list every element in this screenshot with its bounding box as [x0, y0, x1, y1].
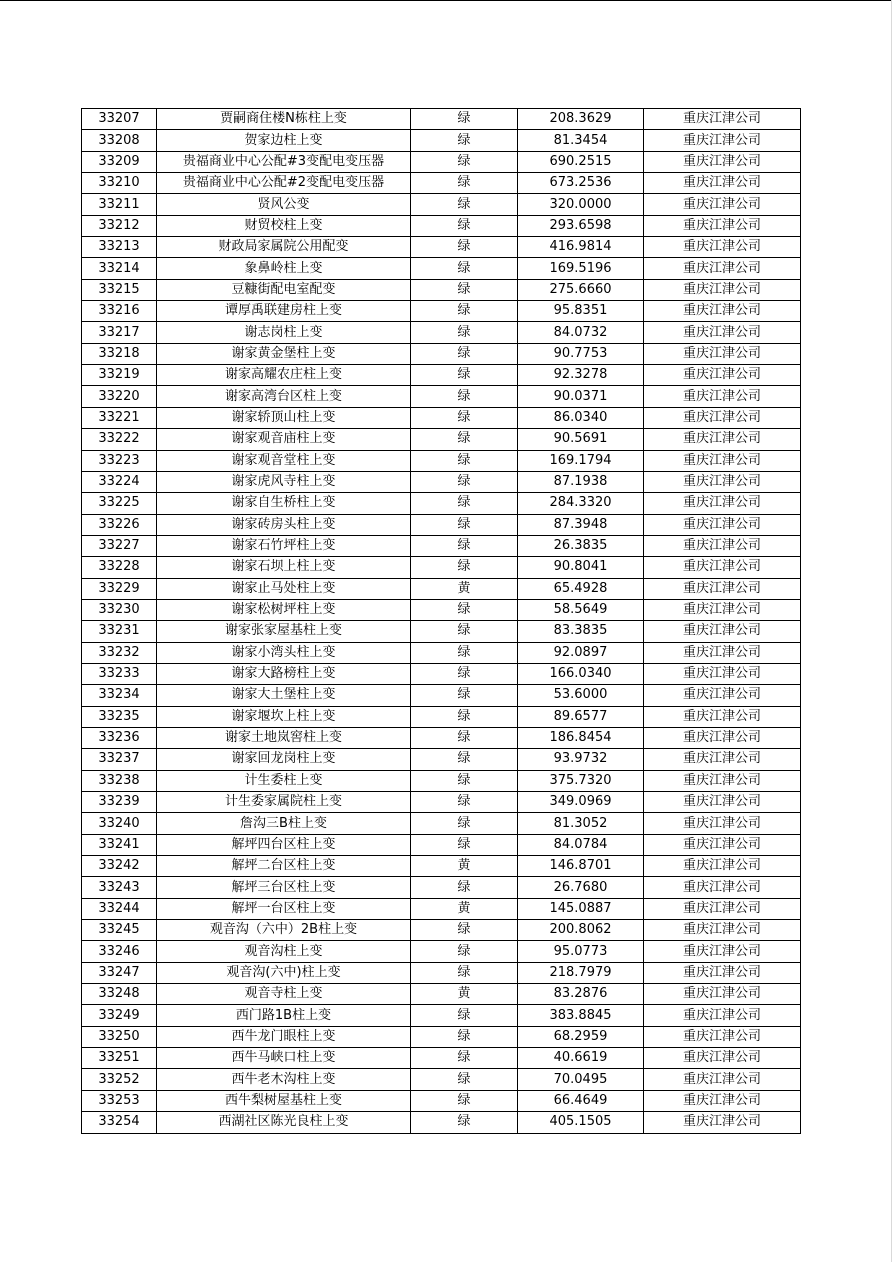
table-row — [82, 450, 801, 471]
value-cell: 93.9732 — [518, 749, 644, 770]
row-id-cell: 33218 — [82, 343, 157, 364]
value-cell: 320.0000 — [518, 194, 644, 215]
row-id-cell: 33210 — [82, 173, 157, 194]
status-color-cell: 绿 — [411, 920, 518, 941]
table-row — [82, 1048, 801, 1069]
value-cell: 81.3454 — [518, 130, 644, 151]
status-color-cell: 绿 — [411, 215, 518, 236]
table-row — [82, 920, 801, 941]
row-id-cell: 33248 — [82, 984, 157, 1005]
transformer-name-cell: 西门路1B柱上变 — [157, 1005, 411, 1026]
status-color-cell: 绿 — [411, 514, 518, 535]
company-cell: 重庆江津公司 — [644, 130, 801, 151]
company-cell: 重庆江津公司 — [644, 578, 801, 599]
transformer-name-cell: 象鼻岭柱上变 — [157, 258, 411, 279]
value-cell: 90.5691 — [518, 429, 644, 450]
company-cell: 重庆江津公司 — [644, 706, 801, 727]
status-color-cell: 绿 — [411, 706, 518, 727]
table-row — [82, 1069, 801, 1090]
value-cell: 68.2959 — [518, 1026, 644, 1047]
status-color-cell: 绿 — [411, 386, 518, 407]
transformer-name-cell: 贤风公变 — [157, 194, 411, 215]
value-cell: 90.8041 — [518, 557, 644, 578]
status-color-cell: 绿 — [411, 194, 518, 215]
company-cell: 重庆江津公司 — [644, 493, 801, 514]
company-cell: 重庆江津公司 — [644, 386, 801, 407]
value-cell: 65.4928 — [518, 578, 644, 599]
row-id-cell: 33239 — [82, 792, 157, 813]
status-color-cell: 绿 — [411, 130, 518, 151]
row-id-cell: 33237 — [82, 749, 157, 770]
value-cell: 58.5649 — [518, 599, 644, 620]
status-color-cell: 黄 — [411, 578, 518, 599]
row-id-cell: 33253 — [82, 1090, 157, 1111]
company-cell: 重庆江津公司 — [644, 1005, 801, 1026]
company-cell: 重庆江津公司 — [644, 984, 801, 1005]
value-cell: 70.0495 — [518, 1069, 644, 1090]
status-color-cell: 绿 — [411, 557, 518, 578]
transformer-name-cell: 谢家回龙岗柱上变 — [157, 749, 411, 770]
value-cell: 84.0732 — [518, 322, 644, 343]
company-cell: 重庆江津公司 — [644, 343, 801, 364]
row-id-cell: 33225 — [82, 493, 157, 514]
table-row — [82, 727, 801, 748]
status-color-cell: 黄 — [411, 856, 518, 877]
company-cell: 重庆江津公司 — [644, 856, 801, 877]
value-cell: 690.2515 — [518, 151, 644, 172]
table-row — [82, 813, 801, 834]
company-cell: 重庆江津公司 — [644, 599, 801, 620]
value-cell: 87.1938 — [518, 471, 644, 492]
row-id-cell: 33226 — [82, 514, 157, 535]
value-cell: 186.8454 — [518, 727, 644, 748]
transformer-name-cell: 谢家高耀农庄柱上变 — [157, 365, 411, 386]
status-color-cell: 绿 — [411, 663, 518, 684]
row-id-cell: 33246 — [82, 941, 157, 962]
value-cell: 89.6577 — [518, 706, 644, 727]
status-color-cell: 绿 — [411, 727, 518, 748]
value-cell: 293.6598 — [518, 215, 644, 236]
company-cell: 重庆江津公司 — [644, 258, 801, 279]
table-row — [82, 642, 801, 663]
table-row — [82, 194, 801, 215]
row-id-cell: 33241 — [82, 834, 157, 855]
status-color-cell: 绿 — [411, 407, 518, 428]
page-top-border — [0, 0, 892, 1]
table-row — [82, 386, 801, 407]
status-color-cell: 黄 — [411, 984, 518, 1005]
table-row — [82, 877, 801, 898]
row-id-cell: 33219 — [82, 365, 157, 386]
transformer-name-cell: 谢家止马处柱上变 — [157, 578, 411, 599]
table-row — [82, 557, 801, 578]
status-color-cell: 绿 — [411, 621, 518, 642]
transformer-name-cell: 解坪四台区柱上变 — [157, 834, 411, 855]
value-cell: 90.0371 — [518, 386, 644, 407]
company-cell: 重庆江津公司 — [644, 1048, 801, 1069]
status-color-cell: 绿 — [411, 1090, 518, 1111]
value-cell: 83.2876 — [518, 984, 644, 1005]
row-id-cell: 33214 — [82, 258, 157, 279]
company-cell: 重庆江津公司 — [644, 727, 801, 748]
company-cell: 重庆江津公司 — [644, 429, 801, 450]
status-color-cell: 绿 — [411, 1005, 518, 1026]
transformer-name-cell: 财政局家属院公用配变 — [157, 237, 411, 258]
row-id-cell: 33220 — [82, 386, 157, 407]
row-id-cell: 33233 — [82, 663, 157, 684]
row-id-cell: 33222 — [82, 429, 157, 450]
value-cell: 66.4649 — [518, 1090, 644, 1111]
row-id-cell: 33207 — [82, 109, 157, 130]
table-row — [82, 706, 801, 727]
row-id-cell: 33213 — [82, 237, 157, 258]
company-cell: 重庆江津公司 — [644, 1090, 801, 1111]
transformer-name-cell: 谢家松树坪柱上变 — [157, 599, 411, 620]
row-id-cell: 33244 — [82, 898, 157, 919]
value-cell: 92.3278 — [518, 365, 644, 386]
table-row — [82, 941, 801, 962]
row-id-cell: 33227 — [82, 535, 157, 556]
table-row — [82, 535, 801, 556]
value-cell: 375.7320 — [518, 770, 644, 791]
transformer-name-cell: 西牛老木沟柱上变 — [157, 1069, 411, 1090]
company-cell: 重庆江津公司 — [644, 877, 801, 898]
transformer-name-cell: 西湖社区陈光良柱上变 — [157, 1112, 411, 1133]
status-color-cell: 绿 — [411, 834, 518, 855]
value-cell: 26.7680 — [518, 877, 644, 898]
status-color-cell: 绿 — [411, 322, 518, 343]
transformer-name-cell: 观音沟(六中)柱上变 — [157, 962, 411, 983]
transformer-name-cell: 谢家观音庙柱上变 — [157, 429, 411, 450]
table-row — [82, 984, 801, 1005]
transformer-name-cell: 西牛梨树屋基柱上变 — [157, 1090, 411, 1111]
row-id-cell: 33247 — [82, 962, 157, 983]
value-cell: 87.3948 — [518, 514, 644, 535]
status-color-cell: 绿 — [411, 493, 518, 514]
transformer-name-cell: 贵福商业中心公配#3变配电变压器 — [157, 151, 411, 172]
row-id-cell: 33224 — [82, 471, 157, 492]
transformer-name-cell: 谢家土地岚窖柱上变 — [157, 727, 411, 748]
transformer-name-cell: 西牛马峡口柱上变 — [157, 1048, 411, 1069]
company-cell: 重庆江津公司 — [644, 407, 801, 428]
transformer-name-cell: 谢志岗柱上变 — [157, 322, 411, 343]
status-color-cell: 绿 — [411, 1048, 518, 1069]
status-color-cell: 绿 — [411, 471, 518, 492]
company-cell: 重庆江津公司 — [644, 642, 801, 663]
company-cell: 重庆江津公司 — [644, 557, 801, 578]
table-row — [82, 621, 801, 642]
row-id-cell: 33236 — [82, 727, 157, 748]
company-cell: 重庆江津公司 — [644, 792, 801, 813]
company-cell: 重庆江津公司 — [644, 813, 801, 834]
transformer-name-cell: 解坪一台区柱上变 — [157, 898, 411, 919]
row-id-cell: 33212 — [82, 215, 157, 236]
company-cell: 重庆江津公司 — [644, 450, 801, 471]
company-cell: 重庆江津公司 — [644, 685, 801, 706]
transformer-name-cell: 贺家边柱上变 — [157, 130, 411, 151]
status-color-cell: 黄 — [411, 898, 518, 919]
status-color-cell: 绿 — [411, 365, 518, 386]
transformer-name-cell: 谢家大土堡柱上变 — [157, 685, 411, 706]
company-cell: 重庆江津公司 — [644, 663, 801, 684]
company-cell: 重庆江津公司 — [644, 301, 801, 322]
value-cell: 166.0340 — [518, 663, 644, 684]
transformer-name-cell: 观音沟柱上变 — [157, 941, 411, 962]
table-row — [82, 792, 801, 813]
value-cell: 92.0897 — [518, 642, 644, 663]
transformer-name-cell: 解坪三台区柱上变 — [157, 877, 411, 898]
status-color-cell: 绿 — [411, 941, 518, 962]
table-row — [82, 599, 801, 620]
transformer-name-cell: 西牛龙门眼柱上变 — [157, 1026, 411, 1047]
value-cell: 200.8062 — [518, 920, 644, 941]
transformer-name-cell: 谢家大路榜柱上变 — [157, 663, 411, 684]
transformer-name-cell: 谢家堰坎上柱上变 — [157, 706, 411, 727]
value-cell: 349.0969 — [518, 792, 644, 813]
value-cell: 416.9814 — [518, 237, 644, 258]
value-cell: 95.8351 — [518, 301, 644, 322]
value-cell: 169.5196 — [518, 258, 644, 279]
table-row — [82, 1090, 801, 1111]
row-id-cell: 33235 — [82, 706, 157, 727]
row-id-cell: 33221 — [82, 407, 157, 428]
table-row — [82, 407, 801, 428]
status-color-cell: 绿 — [411, 749, 518, 770]
table-row — [82, 237, 801, 258]
status-color-cell: 绿 — [411, 792, 518, 813]
status-color-cell: 绿 — [411, 173, 518, 194]
row-id-cell: 33243 — [82, 877, 157, 898]
table-row — [82, 663, 801, 684]
transformer-name-cell: 贵福商业中心公配#2变配电变压器 — [157, 173, 411, 194]
transformer-name-cell: 谢家砖房头柱上变 — [157, 514, 411, 535]
company-cell: 重庆江津公司 — [644, 109, 801, 130]
status-color-cell: 绿 — [411, 429, 518, 450]
transformer-name-cell: 贾嗣商住楼N栋柱上变 — [157, 109, 411, 130]
transformer-name-cell: 谢家高湾台区柱上变 — [157, 386, 411, 407]
status-color-cell: 绿 — [411, 1069, 518, 1090]
row-id-cell: 33238 — [82, 770, 157, 791]
row-id-cell: 33209 — [82, 151, 157, 172]
value-cell: 218.7979 — [518, 962, 644, 983]
transformer-name-cell: 谢家虎风寺柱上变 — [157, 471, 411, 492]
row-id-cell: 33217 — [82, 322, 157, 343]
company-cell: 重庆江津公司 — [644, 1112, 801, 1133]
row-id-cell: 33215 — [82, 279, 157, 300]
company-cell: 重庆江津公司 — [644, 770, 801, 791]
value-cell: 208.3629 — [518, 109, 644, 130]
table-row — [82, 151, 801, 172]
company-cell: 重庆江津公司 — [644, 365, 801, 386]
value-cell: 169.1794 — [518, 450, 644, 471]
table-body — [82, 109, 801, 1134]
row-id-cell: 33231 — [82, 621, 157, 642]
row-id-cell: 33228 — [82, 557, 157, 578]
status-color-cell: 绿 — [411, 343, 518, 364]
table-row — [82, 322, 801, 343]
table-row — [82, 749, 801, 770]
value-cell: 275.6660 — [518, 279, 644, 300]
transformer-name-cell: 谢家石坝上柱上变 — [157, 557, 411, 578]
company-cell: 重庆江津公司 — [644, 151, 801, 172]
table-row — [82, 279, 801, 300]
status-color-cell: 绿 — [411, 685, 518, 706]
status-color-cell: 绿 — [411, 237, 518, 258]
value-cell: 40.6619 — [518, 1048, 644, 1069]
row-id-cell: 33208 — [82, 130, 157, 151]
value-cell: 145.0887 — [518, 898, 644, 919]
status-color-cell: 绿 — [411, 1026, 518, 1047]
status-color-cell: 绿 — [411, 301, 518, 322]
row-id-cell: 33234 — [82, 685, 157, 706]
row-id-cell: 33229 — [82, 578, 157, 599]
status-color-cell: 绿 — [411, 450, 518, 471]
value-cell: 146.8701 — [518, 856, 644, 877]
status-color-cell: 绿 — [411, 151, 518, 172]
transformer-name-cell: 谢家黄金堡柱上变 — [157, 343, 411, 364]
table-row — [82, 365, 801, 386]
value-cell: 95.0773 — [518, 941, 644, 962]
table-row — [82, 514, 801, 535]
row-id-cell: 33249 — [82, 1005, 157, 1026]
value-cell: 81.3052 — [518, 813, 644, 834]
status-color-cell: 绿 — [411, 1112, 518, 1133]
company-cell: 重庆江津公司 — [644, 1026, 801, 1047]
value-cell: 83.3835 — [518, 621, 644, 642]
value-cell: 90.7753 — [518, 343, 644, 364]
value-cell: 284.3320 — [518, 493, 644, 514]
status-color-cell: 绿 — [411, 770, 518, 791]
transformer-name-cell: 财贸校柱上变 — [157, 215, 411, 236]
company-cell: 重庆江津公司 — [644, 1069, 801, 1090]
value-cell: 86.0340 — [518, 407, 644, 428]
table-row — [82, 962, 801, 983]
company-cell: 重庆江津公司 — [644, 834, 801, 855]
company-cell: 重庆江津公司 — [644, 535, 801, 556]
transformer-name-cell: 观音寺柱上变 — [157, 984, 411, 1005]
transformer-name-cell: 谢家自生桥柱上变 — [157, 493, 411, 514]
table-row — [82, 898, 801, 919]
value-cell: 84.0784 — [518, 834, 644, 855]
transformer-name-cell: 谭厚禹联建房柱上变 — [157, 301, 411, 322]
company-cell: 重庆江津公司 — [644, 237, 801, 258]
value-cell: 673.2536 — [518, 173, 644, 194]
table-row — [82, 343, 801, 364]
row-id-cell: 33252 — [82, 1069, 157, 1090]
row-id-cell: 33254 — [82, 1112, 157, 1133]
transformer-name-cell: 詹沟三B柱上变 — [157, 813, 411, 834]
value-cell: 53.6000 — [518, 685, 644, 706]
table-row — [82, 215, 801, 236]
company-cell: 重庆江津公司 — [644, 514, 801, 535]
row-id-cell: 33230 — [82, 599, 157, 620]
row-id-cell: 33223 — [82, 450, 157, 471]
status-color-cell: 绿 — [411, 535, 518, 556]
table-row — [82, 130, 801, 151]
transformer-name-cell: 豆糠街配电室配变 — [157, 279, 411, 300]
table-row — [82, 493, 801, 514]
row-id-cell: 33216 — [82, 301, 157, 322]
transformer-name-cell: 计生委柱上变 — [157, 770, 411, 791]
table-row — [82, 429, 801, 450]
status-color-cell: 绿 — [411, 642, 518, 663]
status-color-cell: 绿 — [411, 962, 518, 983]
row-id-cell: 33251 — [82, 1048, 157, 1069]
transformer-name-cell: 谢家石竹坪柱上变 — [157, 535, 411, 556]
company-cell: 重庆江津公司 — [644, 962, 801, 983]
table-row — [82, 1005, 801, 1026]
company-cell: 重庆江津公司 — [644, 898, 801, 919]
value-cell: 383.8845 — [518, 1005, 644, 1026]
table-row — [82, 578, 801, 599]
company-cell: 重庆江津公司 — [644, 920, 801, 941]
company-cell: 重庆江津公司 — [644, 621, 801, 642]
transformer-name-cell: 解坪二台区柱上变 — [157, 856, 411, 877]
status-color-cell: 绿 — [411, 279, 518, 300]
company-cell: 重庆江津公司 — [644, 941, 801, 962]
status-color-cell: 绿 — [411, 599, 518, 620]
table-row — [82, 109, 801, 130]
row-id-cell: 33250 — [82, 1026, 157, 1047]
status-color-cell: 绿 — [411, 877, 518, 898]
row-id-cell: 33245 — [82, 920, 157, 941]
company-cell: 重庆江津公司 — [644, 749, 801, 770]
transformer-name-cell: 计生委家属院柱上变 — [157, 792, 411, 813]
company-cell: 重庆江津公司 — [644, 279, 801, 300]
row-id-cell: 33211 — [82, 194, 157, 215]
row-id-cell: 33232 — [82, 642, 157, 663]
table-row — [82, 173, 801, 194]
transformer-table — [81, 108, 801, 1134]
company-cell: 重庆江津公司 — [644, 173, 801, 194]
transformer-name-cell: 谢家观音堂柱上变 — [157, 450, 411, 471]
table-row — [82, 471, 801, 492]
table-row — [82, 301, 801, 322]
table-row — [82, 856, 801, 877]
transformer-name-cell: 谢家轿顶山柱上变 — [157, 407, 411, 428]
transformer-name-cell: 观音沟（六中）2B柱上变 — [157, 920, 411, 941]
table-row — [82, 1026, 801, 1047]
row-id-cell: 33240 — [82, 813, 157, 834]
table-row — [82, 685, 801, 706]
company-cell: 重庆江津公司 — [644, 322, 801, 343]
table-row — [82, 1112, 801, 1133]
transformer-name-cell: 谢家小湾头柱上变 — [157, 642, 411, 663]
value-cell: 26.3835 — [518, 535, 644, 556]
value-cell: 405.1505 — [518, 1112, 644, 1133]
row-id-cell: 33242 — [82, 856, 157, 877]
status-color-cell: 绿 — [411, 813, 518, 834]
status-color-cell: 绿 — [411, 258, 518, 279]
table-row — [82, 258, 801, 279]
table-row — [82, 834, 801, 855]
table-row — [82, 770, 801, 791]
company-cell: 重庆江津公司 — [644, 471, 801, 492]
status-color-cell: 绿 — [411, 109, 518, 130]
transformer-name-cell: 谢家张家屋基柱上变 — [157, 621, 411, 642]
company-cell: 重庆江津公司 — [644, 215, 801, 236]
company-cell: 重庆江津公司 — [644, 194, 801, 215]
